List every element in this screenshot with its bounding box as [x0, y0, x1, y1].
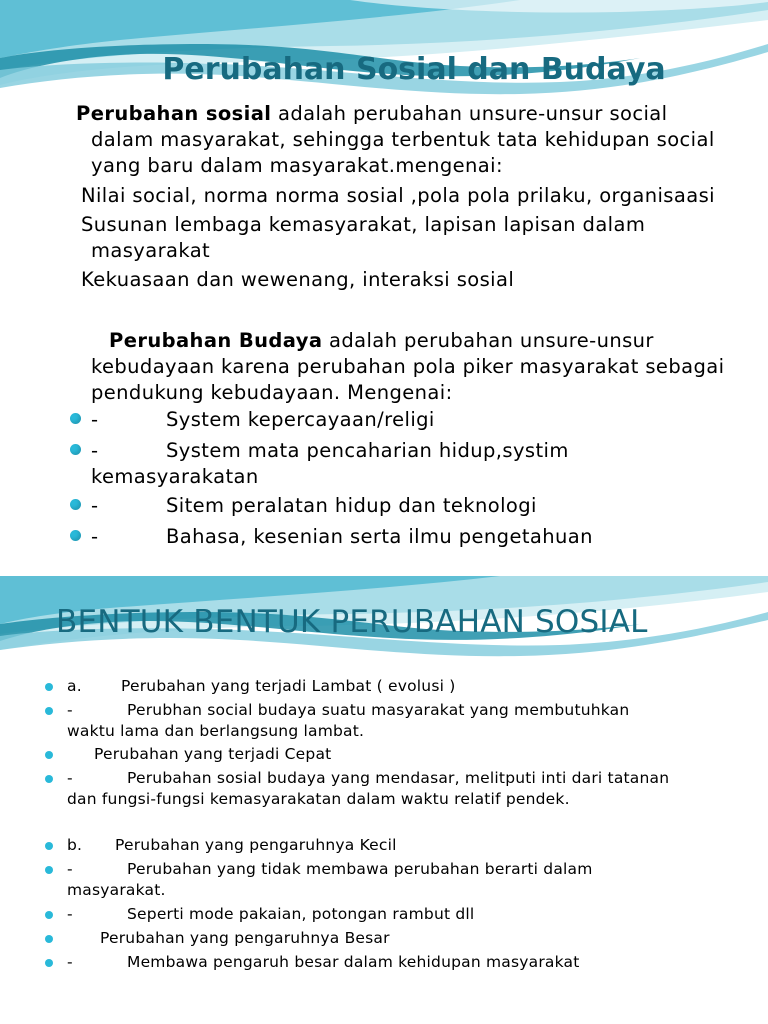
bullet-icon	[45, 935, 53, 943]
item-4-cont: dan fungsi-fungsi kemasyarakatan dalam waktu relatif pendek.	[67, 790, 570, 808]
para1-line1-text: adalah perubahan unsure-unsur social	[271, 102, 668, 125]
bullet-1-text: System kepercayaan/religi	[166, 408, 435, 431]
item-3-text: Perubahan yang terjadi Cepat	[94, 745, 332, 763]
bullet-icon	[45, 959, 53, 967]
bullet-1-dash: -	[91, 408, 99, 431]
bullet-3-text: Sitem peralatan hidup dan teknologi	[166, 494, 537, 517]
item-6-marker: -	[67, 860, 73, 878]
item-6-text: Perubahan yang tidak membawa perubahan berarti dalam	[127, 860, 593, 878]
bullet-icon	[70, 413, 81, 424]
para1-bold-term: Perubahan sosial	[76, 102, 272, 125]
bullet-3-dash: -	[91, 494, 99, 517]
item-4-marker: -	[67, 769, 73, 787]
item-1-text: Perubahan yang terjadi Lambat ( evolusi )	[121, 677, 456, 695]
item-b-cont: masyarakat	[91, 239, 211, 262]
item-4-text: Perubahan sosial budaya yang mendasar, melitputi inti dari tatanan	[127, 769, 670, 787]
item-7-text: Seperti mode pakaian, potongan rambut dll	[127, 905, 475, 923]
bullet-icon	[45, 683, 53, 691]
bullet-4-text: Bahasa, kesenian serta ilmu pengetahuan	[166, 525, 593, 548]
bullet-icon	[45, 775, 53, 783]
bullet-icon	[45, 842, 53, 850]
item-7-marker: -	[67, 905, 73, 923]
item-9-text: Membawa pengaruh besar dalam kehidupan masyarakat	[127, 953, 580, 971]
para2-bold-term: Perubahan Budaya	[109, 329, 323, 352]
bullet-2-cont: kemasyarakatan	[91, 465, 259, 488]
para1-line3: yang baru dalam masyarakat.mengenai:	[91, 154, 503, 177]
item-b-text: Susunan lembaga kemasyarakat, lapisan lapisan dalam	[81, 213, 646, 236]
bullet-icon	[45, 751, 53, 759]
para1-line2: dalam masyarakat, sehingga terbentuk tata kehidupan social	[91, 128, 715, 151]
item-2-marker: -	[67, 701, 73, 719]
item-a-text: Nilai social, norma norma sosial ,pola pola prilaku, organisaasi	[81, 184, 715, 207]
bullet-2-dash: -	[91, 439, 99, 462]
para2-line1	[109, 328, 654, 354]
para2-line2: kebudayaan karena perubahan pola piker masyarakat sebagai	[91, 355, 725, 378]
para2-line3: pendukung kebudayaan. Mengenai:	[91, 381, 453, 404]
bullet-2-text: System mata pencaharian hidup,systim	[166, 439, 569, 462]
item-5-marker: b.	[67, 836, 83, 854]
para2-line1-text: adalah perubahan unsure-unsur	[322, 329, 654, 352]
bullet-icon	[45, 707, 53, 715]
slide-2	[0, 576, 768, 1024]
item-5-text: Perubahan yang pengaruhnya Kecil	[115, 836, 397, 854]
bullet-icon	[70, 499, 81, 510]
bullet-icon	[70, 444, 81, 455]
item-9-marker: -	[67, 953, 73, 971]
slide-1-title: Perubahan Sosial dan Budaya	[162, 52, 666, 87]
slide-2-title: BENTUK BENTUK PERUBAHAN SOSIAL	[56, 604, 648, 640]
item-2-cont: waktu lama dan berlangsung lambat.	[67, 722, 365, 740]
bullet-icon	[45, 911, 53, 919]
item-6-cont: masyarakat.	[67, 881, 166, 899]
item-c-text: Kekuasaan dan wewenang, interaksi sosial	[81, 268, 515, 291]
bullet-icon	[45, 866, 53, 874]
item-2-text: Perubhan social budaya suatu masyarakat yang membutuhkan	[127, 701, 630, 719]
item-8-text: Perubahan yang pengaruhnya Besar	[100, 929, 390, 947]
para1-line1	[76, 101, 667, 127]
item-1-marker: a.	[67, 677, 82, 695]
bullet-4-dash: -	[91, 525, 99, 548]
bullet-icon	[70, 530, 81, 541]
